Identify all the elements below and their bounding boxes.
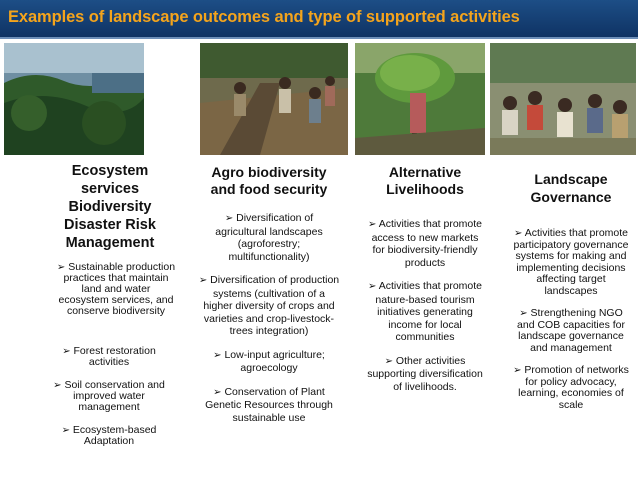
heading-line: Livelihoods [386,181,464,197]
column-ecosystem-bullets-2 [44,346,174,458]
bullet-arrow-icon: ➢ [198,275,208,286]
bullet-arrow-icon: ➢ [224,213,234,224]
bullet-item [366,355,484,394]
title-bar [0,0,638,39]
bullet-item [198,274,340,338]
bullet-arrow-icon: ➢ [367,281,377,292]
bullet-arrow-icon: ➢ [519,308,528,319]
community-meeting-photo [490,43,636,155]
heading-line: Ecosystem [71,163,149,179]
column-heading [198,164,340,198]
bullet-text: Activities that promote nature-based tourism initiatives generating income for local communities [375,280,483,343]
column-heading [512,170,630,206]
heading-line: services [80,181,140,197]
bullet-item [512,308,630,354]
bullet-arrow-icon: ➢ [213,349,222,361]
bullet-text: Forest restoration activities [73,345,156,368]
bullet-text: Other activities supporting diversification of livelihoods. [367,354,483,393]
bullet-text: Conservation of Plant Genetic Resources through sustainable use [205,385,333,424]
bullet-arrow-icon: ➢ [56,262,66,273]
heading-line: Governance [530,189,612,205]
bullet-text: Diversification of production systems (cultivation of a higher diversity of crops and varieties and crop-livestock-trees integration) [203,274,340,337]
bullet-text: Strengthening NGO and COB capacities for landscape governance and management [517,307,625,354]
heading-line: and food security [210,181,328,197]
bullet-item [56,262,176,317]
column-heading [40,162,180,252]
bullet-arrow-icon: ➢ [513,228,523,239]
bullet-list [366,218,484,393]
column-heading [366,164,484,198]
bullet-item [44,380,174,413]
bullet-text: Promotion of networks for policy advocacy, learning, economies of scale [518,364,629,411]
column-agro-biodiversity [198,164,340,435]
bullet-item [198,349,340,375]
bullet-item [512,365,630,411]
bullet-item [44,425,174,447]
bullet-text: Low-input agriculture; agroecology [224,348,325,374]
bullet-text: Diversification of agricultural landscapes (agroforestry; multifunctionality) [215,212,323,263]
woman-carrying-fodder-photo [355,43,485,155]
bullet-item [512,228,630,297]
page-title: Examples of landscape outcomes and type of supported activities [8,8,520,26]
bullet-item [198,212,340,263]
column-ecosystem-bullets [56,262,176,328]
bullet-item [44,346,174,368]
bullet-item [198,386,340,425]
bullet-list [198,212,340,424]
bullet-arrow-icon: ➢ [213,386,222,398]
bullet-text: Activities that promote access to new markets for biodiversity-friendly products [371,218,483,269]
column-ecosystem-services [40,162,180,252]
heading-line: Management [65,235,155,251]
heading-line: Biodiversity [68,199,152,215]
heading-line: Agro biodiversity [211,164,327,180]
bullet-arrow-icon: ➢ [62,346,71,357]
column-landscape-governance [512,170,630,422]
heading-line: Landscape [534,171,608,187]
bullet-arrow-icon: ➢ [53,380,62,391]
bullet-text: Ecosystem-based Adaptation [72,424,157,447]
bullet-text: Soil conservation and improved water management [64,379,165,413]
bullet-list [512,228,630,411]
heading-line: Disaster Risk [64,217,156,233]
coastal-forest-landscape-photo [4,43,144,155]
bullet-arrow-icon: ➢ [384,355,393,367]
bullet-arrow-icon: ➢ [513,365,522,376]
bullet-item [366,280,484,344]
bullet-item [366,218,484,269]
bullet-text: Sustainable production practices that maintain land and water ecosystem services, and conserve biodiversity [58,261,176,317]
bullet-arrow-icon: ➢ [367,219,377,230]
farmers-field-work-photo [200,43,348,155]
heading-line: Alternative [388,164,462,180]
bullet-text: Activities that promote participatory governance systems for making and implementing decisions affecting target landscapes [513,227,629,297]
bullet-arrow-icon: ➢ [61,425,70,436]
column-alternative-livelihoods [366,164,484,404]
